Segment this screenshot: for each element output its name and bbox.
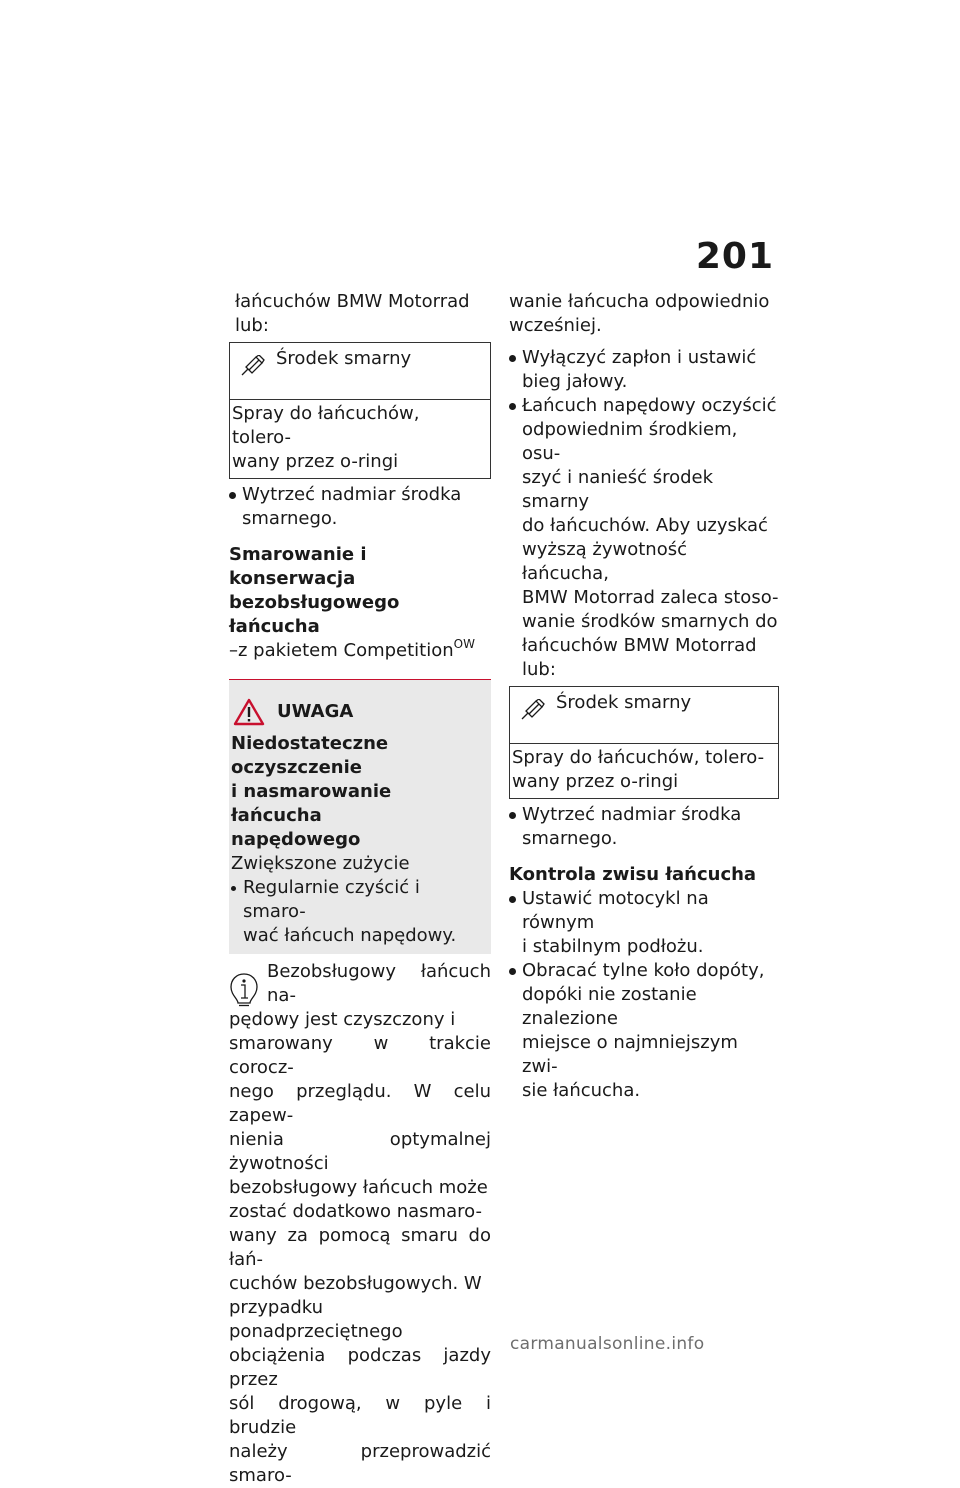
right-column: [509, 290, 779, 1103]
warning-heading: Niedostateczne oczyszczenie: [231, 733, 389, 778]
intro-line: łańcuchów BMW Motorrad: [235, 291, 470, 312]
list-item-line: wyższą żywotność łańcucha,: [522, 539, 687, 584]
tool-box-header: [230, 343, 490, 400]
list-item-line: Wytrzeć nadmiar środka: [242, 484, 462, 505]
info-text: [229, 960, 491, 1488]
list-item-line: bieg jałowy.: [522, 371, 628, 392]
list-item-line: miejsce o najmniejszym zwi-: [522, 1032, 738, 1077]
tool-label: Środek smarny: [556, 692, 692, 713]
warning-box: [229, 680, 491, 954]
list-item: [509, 394, 779, 682]
list-item-line: lub:: [522, 659, 556, 680]
section-heading: Smarowanie i konserwacja: [229, 544, 367, 589]
list-item: [229, 483, 491, 531]
tool-description-line: Spray do łańcuchów, tolero-: [512, 747, 765, 768]
continued-text-line: wcześniej.: [509, 315, 602, 336]
info-text-line: nienia optymalnej żywotności: [229, 1129, 491, 1174]
list-item-line: Ustawić motocykl na równym: [522, 888, 709, 933]
tube-icon: [520, 699, 546, 728]
info-text-line: przypadku ponadprzeciętnego: [229, 1297, 403, 1342]
warning-title-row: [231, 692, 487, 724]
info-text-line: smarowany w trakcie corocz-: [229, 1033, 491, 1078]
warning-list-item: [231, 876, 487, 948]
list-item-line: sie łańcucha.: [522, 1080, 641, 1101]
watermark: carmanualsonline.info: [510, 1334, 705, 1354]
list-item: [509, 346, 779, 394]
info-text-line: Bezobsługowy łańcuch na-: [267, 961, 491, 1006]
tool-description-line: wany przez o-ringi: [232, 451, 399, 472]
list-item-line: Wyłączyć zapłon i ustawić: [522, 347, 757, 368]
tool-description-line: wany przez o-ringi: [512, 771, 679, 792]
tube-icon: [240, 355, 266, 384]
warning-list-line: Regularnie czyścić i smaro-: [243, 877, 420, 922]
subheading-text: –z pakietem Competition: [229, 640, 454, 661]
list-item-line: smarnego.: [522, 828, 618, 849]
info-text-line: wany za pomocą smaru do łań-: [229, 1225, 491, 1270]
list-item: [509, 803, 779, 851]
lubricant-tool-box: [509, 686, 779, 799]
info-text-line: zostać dodatkowo nasmaro-: [229, 1201, 482, 1222]
list-item-line: łańcuchów BMW Motorrad: [522, 635, 757, 656]
section-subheading: [229, 639, 491, 663]
info-note: [229, 960, 491, 1488]
warning-heading: napędowego: [231, 829, 361, 850]
tool-description: [510, 744, 778, 798]
tool-box-header: [510, 687, 778, 744]
left-column: [229, 290, 491, 1488]
list-item-line: szyć i nanieść środek smarny: [522, 467, 714, 512]
warning-list-line: wać łańcuch napędowy.: [243, 925, 457, 946]
info-text-line: obciążenia podczas jazdy przez: [229, 1345, 491, 1390]
list-item-line: dopóki nie zostanie znalezione: [522, 984, 697, 1029]
info-icon: [229, 972, 259, 1008]
list-item-line: BMW Motorrad zaleca stoso-: [522, 587, 779, 608]
list-item: [509, 959, 779, 1103]
warning-triangle-icon: [233, 698, 265, 733]
tool-label: Środek smarny: [276, 348, 412, 369]
list-item-line: odpowiednim środkiem, osu-: [522, 419, 738, 464]
page-number: 201: [695, 236, 774, 277]
list-item-line: i stabilnym podłożu.: [522, 936, 704, 957]
info-text-line: cuchów bezobsługowych. W: [229, 1273, 482, 1294]
warning-consequence: Zwiększone zużycie: [231, 853, 410, 874]
lubricant-tool-box: [229, 342, 491, 479]
list-item-line: do łańcuchów. Aby uzyskać: [522, 515, 768, 536]
section-heading: Kontrola zwisu łańcucha: [509, 864, 757, 885]
subheading-superscript: OW: [453, 637, 475, 651]
info-text-line: bezobsługowy łańcuch może: [229, 1177, 488, 1198]
intro-line: lub:: [235, 315, 269, 336]
list-item-line: Wytrzeć nadmiar środka: [522, 804, 742, 825]
continued-text-line: wanie łańcucha odpowiednio: [509, 291, 770, 312]
tool-description-line: Spray do łańcuchów, tolero-: [232, 403, 420, 448]
list-item-line: wanie środków smarnych do: [522, 611, 778, 632]
info-text-line: sól drogową, w pyle i brudzie: [229, 1393, 491, 1438]
list-item: [509, 887, 779, 959]
info-text-line: nego przeglądu. W celu zapew-: [229, 1081, 491, 1126]
warning-heading: i nasmarowanie łańcucha: [231, 781, 392, 826]
list-item-line: Łańcuch napędowy oczyścić: [522, 395, 777, 416]
warning-title: UWAGA: [277, 701, 354, 722]
section-heading: bezobsługowego łańcucha: [229, 592, 400, 637]
list-item-line: Obracać tylne koło dopóty,: [522, 960, 765, 981]
info-text-line: pędowy jest czyszczony i: [229, 1009, 456, 1030]
info-text-line: należy przeprowadzić smaro-: [229, 1441, 491, 1486]
tool-description: [230, 400, 490, 478]
list-item-line: smarnego.: [242, 508, 338, 529]
